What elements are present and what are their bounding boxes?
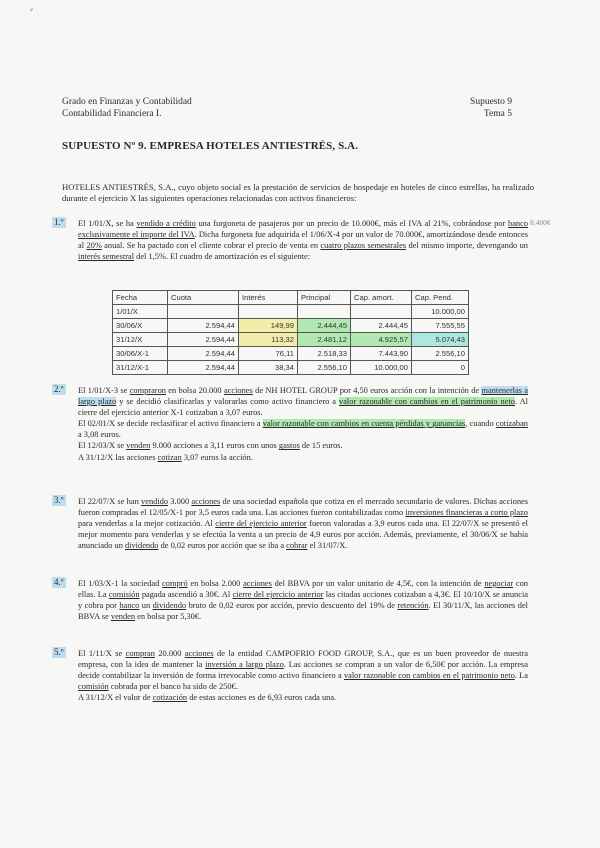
table-row — [113, 361, 469, 375]
cell-date: 30/06/X — [113, 319, 168, 333]
cell-principal: 2.518,33 — [298, 347, 351, 361]
corner-pen-mark: ⸗ — [30, 4, 33, 14]
amortization-table — [112, 290, 469, 375]
cell-interes: 149,99 — [239, 319, 298, 333]
exercise-1-number: 1.º — [54, 217, 64, 227]
exercise-2-text: El 1/01/X-3 se compraron en bolsa 20.000 acciones de NH HOTEL GROUP por 4,50 euros acción con la intención de mantenerlas a largo plazo y se decidió clasificarlas y valorarlas como activo financiero a valor razonable con cambios en el patrimonio neto. Al cierre del ejercicio anterior X-1 cotizaban a 3,07 euros. — [78, 386, 528, 418]
cell-cap-pend: 5.074,43 — [412, 333, 469, 347]
cell-interes: 113,32 — [239, 333, 298, 347]
handwritten-margin-note: 8.400€ — [530, 218, 551, 227]
col-header-fecha: Fecha — [113, 291, 168, 305]
exercise-5-year-end: A 31/12/X el valor de cotización de estas acciones es de 6,93 euros cada una. — [78, 693, 337, 703]
exercise-1-text: El 1/01/X, se ha vendido a crédito una furgoneta de pasajeros por un precio de 10.000€, más el IVA al 21%, cobrándose por banco exclusivamente el importe del IVA. Dicha furgoneta fue adquirida el 1/06/X-4 por un valor de 70.000€, amortizándose desde entonces al 20% anual. Se ha pactado con el cliente cobrar el precio de venta en cuatro plazos semestrales del mismo importe, devengando un interés semestral del 1,5%. El cuadro de amortización es el siguiente: — [78, 219, 528, 262]
exercise-2 — [54, 384, 528, 463]
exercise-5-number: 5.º — [54, 647, 64, 657]
exercise-4-text: El 1/03/X-1 la sociedad compró en bolsa 2.000 acciones del BBVA por un valor unitario de 4,5€, con la intención de negociar con ellas. La comisión pagada ascendió a 30€. Al cierre del ejercicio anterior las citadas acciones cotizaban a 4,3€. El 10/10/X se anuncia y cobra por banco un dividendo bruto de 0,02 euros por acción, previo descuento del 19% de retención. El 30/11/X, las acciones del BBVA se venden en bolsa por 5,30€. — [78, 579, 528, 622]
course-name: Grado en Finanzas y Contabilidad — [62, 97, 192, 107]
header-right — [470, 96, 512, 120]
exercise-number: Supuesto 9 — [470, 97, 512, 107]
topic-number: Tema 5 — [483, 109, 512, 119]
header-left — [62, 96, 192, 120]
exercise-3-number: 3.º — [54, 495, 64, 505]
exercise-1 — [54, 217, 528, 262]
exercise-2-year-end: A 31/12/X las acciones cotizan 3,07 euros la acción. — [78, 452, 253, 462]
exercise-4 — [54, 577, 528, 622]
cell-cap-amort: 7.443,90 — [351, 347, 412, 361]
cell-cuota: 2.594,44 — [168, 361, 239, 375]
col-header-principal: Principal — [298, 291, 351, 305]
cell-principal: 2.481,12 — [298, 333, 351, 347]
cell-date: 31/12/X — [113, 333, 168, 347]
cell-cap-pend: 10.000,00 — [412, 305, 469, 319]
cell-cap-pend: 2.556,10 — [412, 347, 469, 361]
cell-principal: 2.556,10 — [298, 361, 351, 375]
col-header-cap-pend: Cap. Pend. — [412, 291, 469, 305]
cell-interes: 38,34 — [239, 361, 298, 375]
cell-interes — [239, 305, 298, 319]
col-header-cuota: Cuota — [168, 291, 239, 305]
col-header-interes: Interés — [239, 291, 298, 305]
cell-principal: 2.444,45 — [298, 319, 351, 333]
cell-date: 30/06/X-1 — [113, 347, 168, 361]
cell-cuota: 2.594,44 — [168, 319, 239, 333]
cell-cap-amort: 2.444,45 — [351, 319, 412, 333]
table-row — [113, 319, 469, 333]
table-row — [113, 347, 469, 361]
col-header-cap-amort: Cap. amort. — [351, 291, 412, 305]
intro-paragraph: HOTELES ANTIESTRÉS, S.A., cuyo objeto social es la prestación de servicios de hospedaje en hoteles de cinco estrellas, ha realizado durante el ejercicio X las siguientes operaciones relacionadas con activos financieros: — [62, 182, 534, 204]
subject-name: Contabilidad Financiera I. — [62, 109, 162, 119]
cell-cap-amort: 10.000,00 — [351, 361, 412, 375]
cell-interes: 76,11 — [239, 347, 298, 361]
cell-cuota: 2.594,44 — [168, 333, 239, 347]
exercise-3-text: El 22/07/X se han vendido 3.000 acciones de una sociedad española que cotiza en el mercado secundario de valores. Dichas acciones fueron compradas el 12/05/X-1 por 3,5 euros cada una. Las acciones fueron contabilizadas como inversiones financieras a corto plazo para venderlas a la mejor cotización. Al cierre del ejercicio anterior fueron valoradas a 3,9 euros cada una. El 22/07/X se presentó el mejor momento para venderlas y se efectúa la venta a un precio de 4,9 euros por acción. Además, previamente, el 30/06/X se había anunciado un dividendo de 0,02 euros por acción que se iba a cobrar el 31/07/X. — [78, 497, 529, 551]
table-row — [113, 305, 469, 319]
cell-cap-amort: 4.925,57 — [351, 333, 412, 347]
cell-cap-pend: 7.555,55 — [412, 319, 469, 333]
table-header-row — [113, 291, 469, 305]
cell-cuota — [168, 305, 239, 319]
exercise-4-number: 4.º — [54, 577, 64, 587]
table-row — [113, 333, 469, 347]
cell-cuota: 2.594,44 — [168, 347, 239, 361]
exercise-2-number: 2.º — [54, 384, 64, 394]
exercise-5-text: El 1/11/X se compran 20.000 acciones de la entidad CAMPOFRIO FOOD GROUP, S.A., que es un buen proveedor de nuestra empresa, con la idea de mantener la inversión a largo plazo. Las acciones se compran a un valor de 6,50€ por acción. La empresa decide contabilizar la inversión de forma irrevocable como activo financiero a valor razonable con cambios en el patrimonio neto. La comisión cobrada por el banco ha sido de 250€. — [78, 649, 529, 692]
exercise-3 — [54, 495, 529, 551]
cell-cap-amort — [351, 305, 412, 319]
cell-date: 1/01/X — [113, 305, 168, 319]
cell-cap-pend: 0 — [412, 361, 469, 375]
cell-principal — [298, 305, 351, 319]
cell-date: 31/12/X-1 — [113, 361, 168, 375]
exercise-5 — [54, 647, 529, 703]
exercise-2-reclassification: El 02/01/X se decide reclasificar el activo financiero a valor razonable con cambios en cuenta pérdidas y ganancias, cuando cotizaban a 3,08 euros. — [78, 419, 528, 440]
page-title: SUPUESTO Nº 9. EMPRESA HOTELES ANTIESTRÉS, S.A. — [62, 140, 359, 152]
exercise-2-sale: El 12/03/X se venden 9.000 acciones a 3,11 euros con unos gastos de 15 euros. — [78, 441, 343, 451]
